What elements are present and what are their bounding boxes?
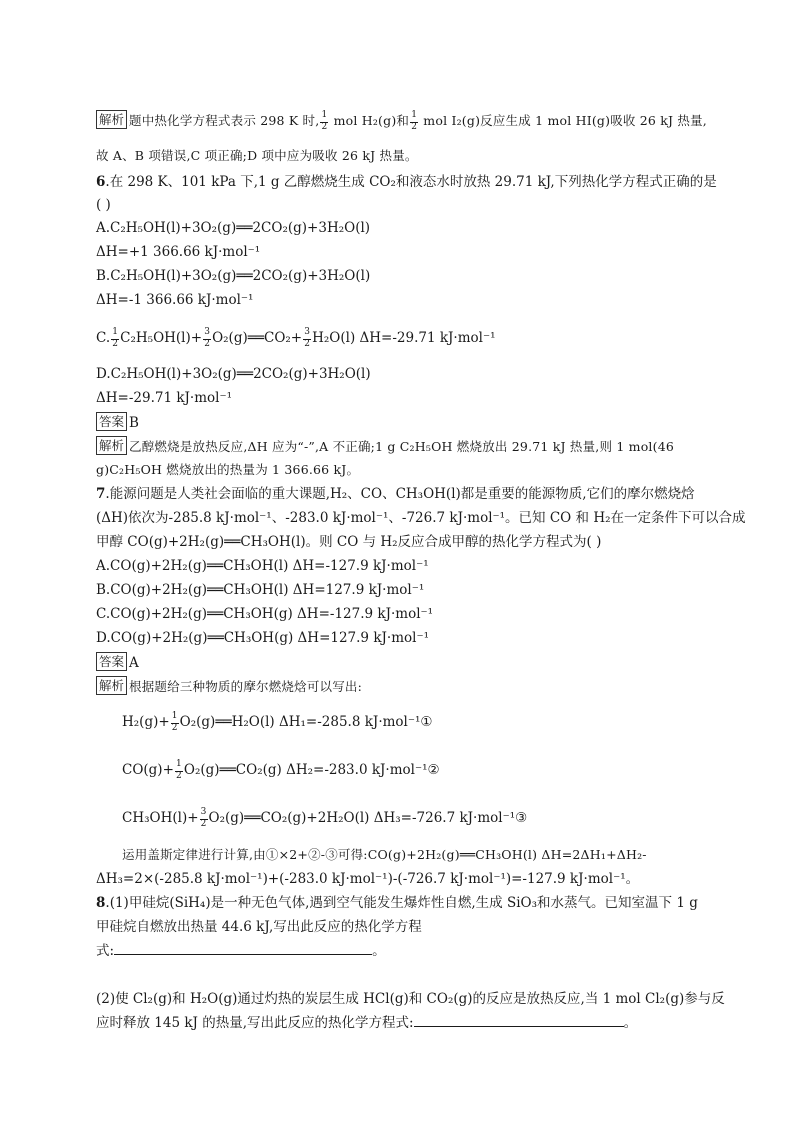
fraction-three-halves: $\frac{3}{2}$	[304, 326, 310, 349]
q6-option-d-enthalpy: ΔH=-29.71 kJ·mol⁻¹	[96, 390, 233, 406]
q8-part2-line-1: (2)使 Cl₂(g)和 H₂O(g)通过灼热的炭层生成 HCl(g)和 CO₂(g)的反应是放热反应,当 1 mol Cl₂(g)参与反	[96, 991, 725, 1007]
prev-explanation-line-1: 解析 题中热化学方程式表示 298 K 时, $\frac{1}{2}$ mol H₂(g)和 $\frac{1}{2}$ mol I₂(g)反应生成 1 mol HI(g)吸收 26 kJ 热量,	[96, 110, 706, 132]
explanation-badge: 解析	[96, 436, 127, 455]
q7-stem-line-3: 甲醇 CO(g)+2H₂(g)══CH₃OH(l)。则 CO 与 H₂反应合成甲醇的热化学方程式为( )	[96, 534, 602, 550]
answer-badge: 答案	[96, 652, 127, 671]
fraction-three-halves: $\frac{3}{2}$	[204, 326, 210, 349]
fraction-half: $\frac{1}{2}$	[112, 326, 118, 349]
q7-option-a: A.CO(g)+2H₂(g)══CH₃OH(l) ΔH=-127.9 kJ·mol⁻¹	[96, 558, 429, 574]
q6-answer: 答案 B	[96, 412, 706, 433]
q6-option-b-enthalpy: ΔH=-1 366.66 kJ·mol⁻¹	[96, 292, 254, 308]
q6-stem: 6.在 298 K、101 kPa 下,1 g 乙醇燃烧生成 CO₂和液态水时放热 29.71 kJ,下列热化学方程式正确的是	[96, 174, 717, 190]
q7-equation-3: CH₃OH(l)+ $\frac{3}{2}$ O₂(g)══CO₂(g)+2H₂O(l) ΔH₃=-726.7 kJ·mol⁻¹③	[122, 806, 528, 829]
q8-part1-line-1: 8.(1)甲硅烷(SiH₄)是一种无色气体,遇到空气能发生爆炸性自燃,生成 SiO₃和水蒸气。已知室温下 1 g	[96, 895, 698, 911]
q7-option-d: D.CO(g)+2H₂(g)══CH₃OH(g) ΔH=127.9 kJ·mol⁻¹	[96, 630, 429, 646]
q8-part2-line-2: 应时释放 145 kJ 的热量,写出此反应的热化学方程式: 。	[96, 1015, 638, 1031]
prev-explanation-line-2: 故 A、B 项错误,C 项正确;D 项中应为吸收 26 kJ 热量。	[96, 148, 418, 163]
q6-option-a-equation: A.C₂H₅OH(l)+3O₂(g)══2CO₂(g)+3H₂O(l)	[96, 220, 371, 236]
q7-equation-1: H₂(g)+ $\frac{1}{2}$ O₂(g)══H₂O(l) ΔH₁=-285.8 kJ·mol⁻¹①	[122, 710, 433, 733]
explanation-badge: 解析	[96, 110, 127, 129]
answer-blank-1[interactable]	[114, 942, 372, 955]
fraction-half: $\frac{1}{2}$	[411, 109, 417, 132]
q6-option-b-equation: B.C₂H₅OH(l)+3O₂(g)══2CO₂(g)+3H₂O(l)	[96, 268, 371, 284]
answer-badge: 答案	[96, 412, 127, 431]
q6-option-d-equation: D.C₂H₅OH(l)+3O₂(g)══2CO₂(g)+3H₂O(l)	[96, 366, 371, 382]
q6-explanation-line-1: 解析 乙醇燃烧是放热反应,ΔH 应为“-”,A 不正确;1 g C₂H₅OH 燃烧放出 29.71 kJ 热量,则 1 mol(46	[96, 436, 706, 457]
fraction-half: $\frac{1}{2}$	[321, 109, 328, 132]
fraction-half: $\frac{1}{2}$	[176, 758, 182, 781]
q7-calculation-line-2: ΔH₃=2×(-285.8 kJ·mol⁻¹)+(-283.0 kJ·mol⁻¹)-(-726.7 kJ·mol⁻¹)=-127.9 kJ·mol⁻¹。	[96, 871, 640, 887]
q7-equation-2: CO(g)+ $\frac{1}{2}$ O₂(g)══CO₂(g) ΔH₂=-283.0 kJ·mol⁻¹②	[122, 758, 440, 781]
explanation-badge: 解析	[96, 676, 127, 695]
q6-option-c: C. $\frac{1}{2}$ C₂H₅OH(l)+ $\frac{3}{2}$ O₂(g)══CO₂+ $\frac{3}{2}$ H₂O(l) ΔH=-29.71 kJ·mol⁻¹	[96, 326, 496, 349]
q6-number: 6	[96, 174, 106, 190]
q7-stem-line-2: (ΔH)依次为-285.8 kJ·mol⁻¹、-283.0 kJ·mol⁻¹、-726.7 kJ·mol⁻¹。已知 CO 和 H₂在一定条件下可以合成	[96, 510, 746, 526]
q7-number: 7	[96, 486, 106, 502]
q7-option-c: C.CO(g)+2H₂(g)══CH₃OH(g) ΔH=-127.9 kJ·mol⁻¹	[96, 606, 434, 622]
q7-stem-line-1: 7.能源问题是人类社会面临的重大课题,H₂、CO、CH₃OH(l)都是重要的能源物质,它们的摩尔燃烧焓	[96, 486, 695, 502]
q6-answer-paren: ( )	[96, 197, 111, 213]
q6-explanation-line-2: g)C₂H₅OH 燃烧放出的热量为 1 366.66 kJ。	[96, 462, 360, 477]
q8-part1-answer-line: 式: 。	[96, 943, 386, 959]
fraction-three-halves: $\frac{3}{2}$	[200, 806, 207, 829]
q8-part1-line-2: 甲硅烷自燃放出热量 44.6 kJ,写出此反应的热化学方程	[96, 919, 422, 935]
q7-option-b: B.CO(g)+2H₂(g)══CH₃OH(l) ΔH=127.9 kJ·mol⁻¹	[96, 582, 425, 598]
q8-number: 8	[96, 895, 106, 911]
q7-explanation-intro: 解析 根据题给三种物质的摩尔燃烧焓可以写出:	[96, 676, 706, 697]
answer-blank-2[interactable]	[414, 1014, 624, 1027]
fraction-half: $\frac{1}{2}$	[171, 710, 178, 733]
q6-option-a-enthalpy: ΔH=+1 366.66 kJ·mol⁻¹	[96, 244, 261, 260]
q7-answer: 答案 A	[96, 652, 706, 673]
q7-calculation-line-1: 运用盖斯定律进行计算,由①×2+②-③可得:CO(g)+2H₂(g)══CH₃OH(l) ΔH=2ΔH₁+ΔH₂-	[122, 847, 647, 862]
